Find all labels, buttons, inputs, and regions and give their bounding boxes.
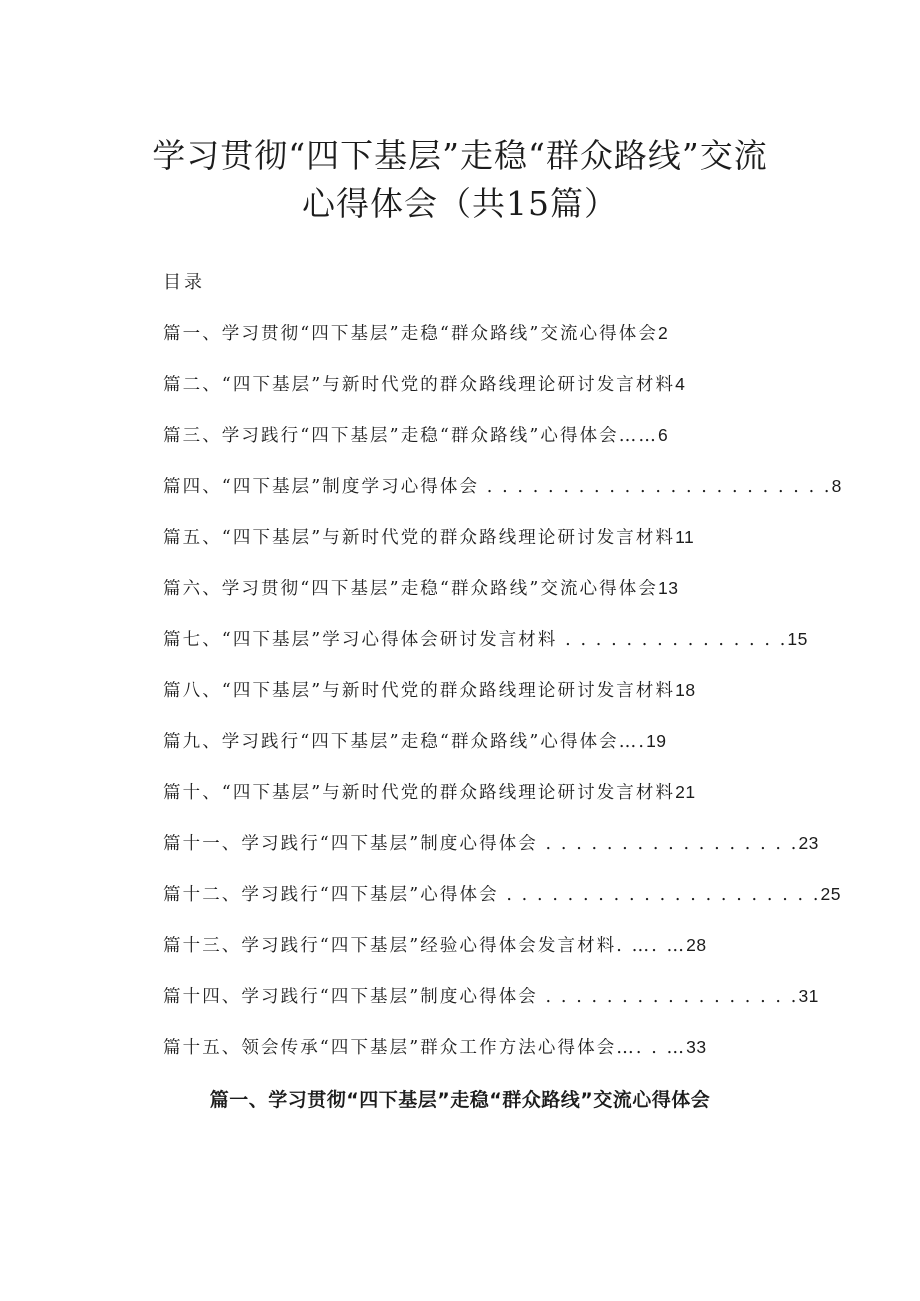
toc-entry-page: 6: [657, 425, 669, 445]
toc-entry-page: 13: [657, 578, 679, 598]
toc-entry[interactable]: [163, 677, 696, 704]
toc-entry-text: 篇十二、学习践行“四下基层”心得体会 . . . . . . . . . . . . . . . . . . . . .: [163, 885, 821, 905]
toc-entry-page: 23: [798, 833, 819, 853]
toc-entry-page: 19: [646, 731, 667, 751]
toc-entry[interactable]: [163, 524, 694, 551]
toc-entry-text: 篇十五、领会传承“四下基层”群众工作方法心得体会…. . …: [163, 1038, 687, 1058]
toc-entry-page: 8: [831, 476, 842, 496]
toc-entry-page: 18: [675, 680, 696, 700]
toc-entry-text: 篇七、“四下基层”学习心得体会研讨发言材料 . . . . . . . . . . . . . . .: [163, 630, 788, 650]
toc-entry[interactable]: [163, 830, 819, 857]
toc-entry-page: 15: [787, 629, 808, 649]
document-title-line-2: 心得体会（共15篇）: [302, 184, 618, 223]
toc-entry-text: 篇十、“四下基层”与新时代党的群众路线理论研讨发言材料: [163, 783, 676, 803]
toc-entry[interactable]: [163, 983, 819, 1010]
toc-entry-page: 21: [675, 782, 696, 802]
toc-entry-page: 2: [657, 323, 669, 343]
toc-entry-text: 篇三、学习践行“四下基层”走稳“群众路线”心得体会……: [163, 426, 658, 446]
toc-entry-text: 篇一、学习贯彻“四下基层”走稳“群众路线”交流心得体会: [163, 324, 658, 344]
toc-entry-text: 篇十三、学习践行“四下基层”经验心得体会发言材料. …. …: [163, 936, 687, 956]
toc-entry-text: 篇十一、学习践行“四下基层”制度心得体会 . . . . . . . . . . . . . . . . .: [163, 834, 799, 854]
toc-entry-page: 4: [675, 374, 686, 394]
toc-entry-page: 11: [675, 527, 695, 547]
toc-entry[interactable]: [163, 881, 841, 908]
toc-entry[interactable]: [163, 473, 842, 500]
toc-entry-text: 篇五、“四下基层”与新时代党的群众路线理论研讨发言材料: [163, 528, 676, 548]
toc-entry[interactable]: [163, 422, 668, 449]
toc-entry-page: 25: [820, 884, 841, 904]
toc-entry-page: 31: [798, 986, 819, 1006]
toc-entry[interactable]: [163, 575, 678, 602]
toc-entry[interactable]: [163, 728, 667, 755]
toc-entry[interactable]: [163, 779, 696, 806]
toc-entry[interactable]: [163, 932, 707, 959]
toc-entry[interactable]: [163, 371, 685, 398]
toc-label: 目录: [163, 272, 205, 293]
toc-entry-text: 篇八、“四下基层”与新时代党的群众路线理论研讨发言材料: [163, 681, 676, 701]
toc-entry-text: 篇六、学习贯彻“四下基层”走稳“群众路线”交流心得体会: [163, 579, 658, 599]
toc-entry-page: 33: [686, 1037, 707, 1057]
toc-entry-text: 篇四、“四下基层”制度学习心得体会 . . . . . . . . . . . . . . . . . . . . . . .: [163, 477, 832, 497]
toc-entry-page: 28: [686, 935, 707, 955]
toc-entry[interactable]: [163, 626, 808, 653]
toc-entry[interactable]: [163, 320, 668, 347]
toc-entry-text: 篇十四、学习践行“四下基层”制度心得体会 . . . . . . . . . . . . . . . . .: [163, 987, 799, 1007]
toc-entry-text: 篇二、“四下基层”与新时代党的群众路线理论研讨发言材料: [163, 375, 676, 395]
section-heading: 篇一、学习贯彻“四下基层”走稳“群众路线”交流心得体会: [209, 1089, 711, 1111]
toc-entry[interactable]: [163, 1034, 707, 1061]
document-title-line-1: 学习贯彻“四下基层”走稳“群众路线”交流: [152, 136, 768, 175]
document-title: [130, 132, 790, 228]
toc-entry-text: 篇九、学习践行“四下基层”走稳“群众路线”心得体会….: [163, 732, 647, 752]
